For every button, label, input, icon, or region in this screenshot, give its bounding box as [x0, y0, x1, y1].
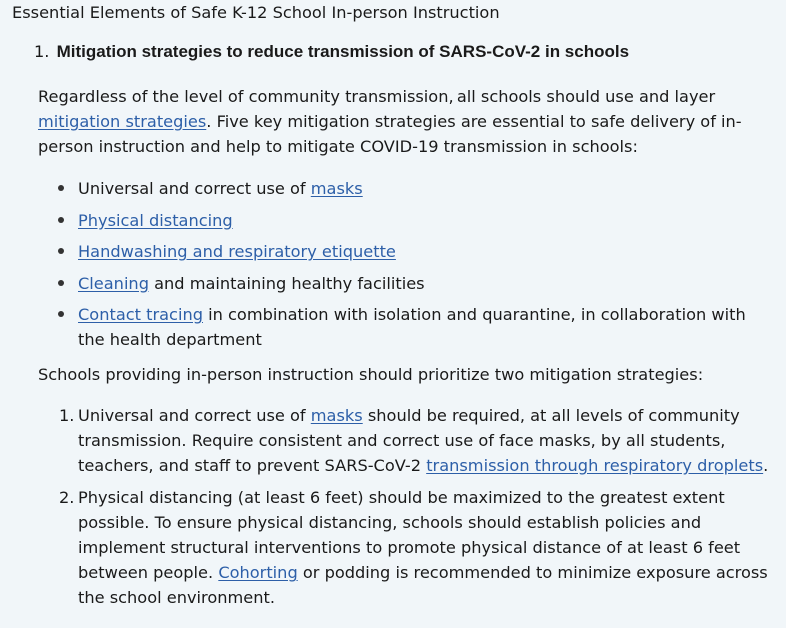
list-item: [59, 403, 770, 478]
list-item-text: or podding is recommended to minimize exposure across the school environment.: [78, 563, 768, 607]
list-item: [78, 302, 770, 352]
mitigation-section: [34, 40, 770, 617]
strategies-list: [38, 176, 770, 352]
list-item-text: Universal and correct use of: [78, 406, 311, 425]
list-item-number: 2.: [59, 488, 75, 507]
section-title: Mitigation strategies to reduce transmission of SARS-CoV-2 in schools: [56, 42, 630, 61]
handwashing-link[interactable]: Handwashing and respiratory etiquette: [78, 242, 396, 261]
priorities-list: [38, 403, 770, 610]
masks-link[interactable]: masks: [310, 179, 363, 198]
list-item-text: .: [763, 456, 769, 475]
list-item: [78, 239, 770, 264]
list-item-text: in combination with isolation and quarantine, in collaboration with the health department: [78, 305, 746, 349]
page-title: Essential Elements of Safe K-12 School In-person Instruction: [12, 3, 500, 22]
section-heading: [34, 40, 770, 64]
contact-tracing-link[interactable]: Contact tracing: [78, 305, 203, 324]
list-item: [78, 271, 770, 296]
respiratory-droplets-link[interactable]: transmission through respiratory droplets: [426, 456, 764, 475]
list-item: [78, 208, 770, 233]
masks-link[interactable]: masks: [310, 406, 363, 425]
cohorting-link[interactable]: Cohorting: [218, 563, 298, 582]
mitigation-strategies-link[interactable]: mitigation strategies: [38, 112, 207, 131]
list-item: [59, 485, 770, 610]
list-item-text: Universal and correct use of: [78, 179, 311, 198]
list-item-text: Physical distancing (at least 6 feet) should be maximized to the greatest extent possible. To ensure physical distancing, schools should establish policies and implement structural interventions to promote physical distance of at least 6 feet between people.: [78, 488, 741, 582]
list-item: [78, 176, 770, 201]
intro-text-end: . Five key mitigation strategies are essential to safe delivery of in-person instruction and help to mitigate COVID-19 transmission in schools:: [38, 112, 742, 156]
list-item-number: 1.: [59, 406, 75, 425]
physical-distancing-link[interactable]: Physical distancing: [78, 210, 233, 230]
section-number: 1.: [34, 42, 50, 61]
cleaning-link[interactable]: Cleaning: [78, 273, 149, 293]
list-item-text: should be required, at all levels of community transmission. Require consistent and correct use of face masks, by all students, teachers, and staff to prevent SARS-CoV-2: [78, 406, 740, 475]
prioritize-paragraph: Schools providing in-person instruction should prioritize two mitigation strategies:: [38, 365, 704, 384]
intro-paragraph: [38, 84, 770, 159]
intro-text-start: Regardless of the level of community transmission, all schools should use and layer: [38, 87, 716, 106]
list-item-text: and maintaining healthy facilities: [148, 273, 425, 293]
